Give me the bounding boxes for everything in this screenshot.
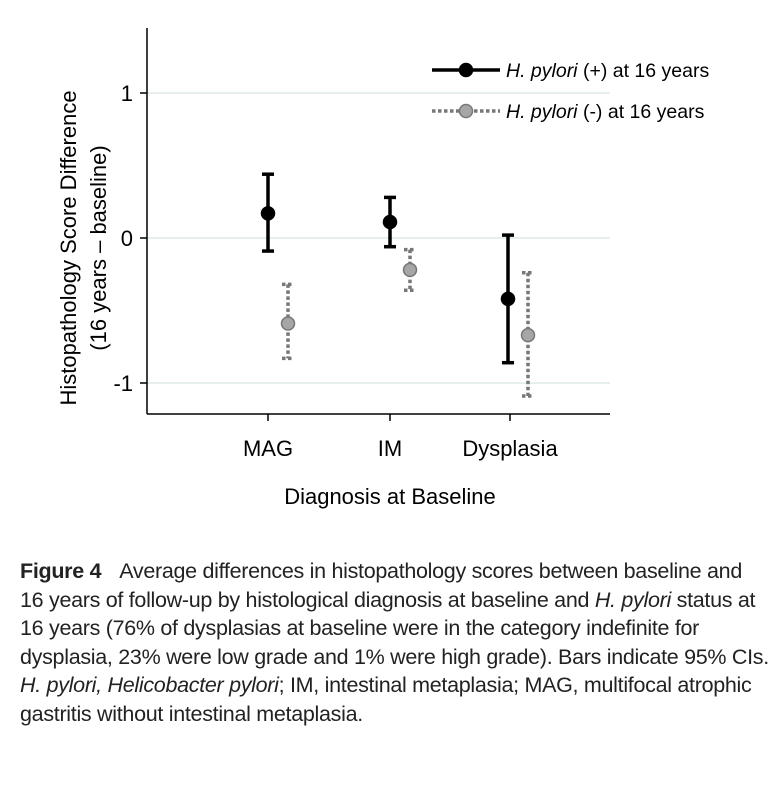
y-tick-label: 1 xyxy=(120,81,133,106)
caption-text-1: Average differences in histopathology scores between baseline and 16 years of follow-up by histological diagnosis at baseline and xyxy=(20,559,742,612)
mean-point xyxy=(522,329,535,342)
legend-marker xyxy=(460,64,473,77)
x-axis-title: Diagnosis at Baseline xyxy=(284,484,496,509)
y-axis-title-line2: (16 years – baseline) xyxy=(86,145,111,351)
caption-text-3: ; IM, intestinal metaplasia; MAG, multifocal atrophic gastritis without intestinal metaplasia. xyxy=(20,673,752,726)
x-tick-label: MAG xyxy=(242,436,294,461)
marks-layer xyxy=(262,174,535,396)
legend-label-italic: H. pylori xyxy=(506,101,578,123)
legend-label xyxy=(506,60,709,82)
x-tick-label: Dysplasia xyxy=(462,436,558,461)
caption-text-2: status at 16 years (76% of dysplasias at baseline were in the category indefinite for dysplasia, 23% were low grade and 1% were high grade). Bars indicate 95% CIs. xyxy=(20,587,769,669)
grid-layer xyxy=(147,93,610,383)
legend-label xyxy=(506,101,705,123)
mean-point xyxy=(282,317,295,330)
x-tick-label: IM xyxy=(377,436,403,461)
legend-label-rest: (-) at 16 years xyxy=(577,101,705,123)
legend-label-italic: H. pylori xyxy=(506,60,578,82)
caption-hpylori: H. pylori xyxy=(594,587,671,612)
legend-label-rest: (+) at 16 years xyxy=(577,60,710,82)
figure-caption xyxy=(20,557,770,729)
mean-point xyxy=(502,292,515,305)
mean-point xyxy=(262,207,275,220)
y-tick-label: -1 xyxy=(113,371,133,396)
legend xyxy=(432,60,709,123)
legend-marker xyxy=(460,105,473,118)
y-axis-title-line1: Histopathology Score Difference xyxy=(56,90,81,406)
mean-point xyxy=(384,216,397,229)
caption-abbreviation: H. pylori, Helicobacter pylori xyxy=(20,673,279,698)
caption-label: Figure 4 xyxy=(20,559,102,583)
mean-point xyxy=(404,263,417,276)
y-tick-label: 0 xyxy=(120,226,133,251)
